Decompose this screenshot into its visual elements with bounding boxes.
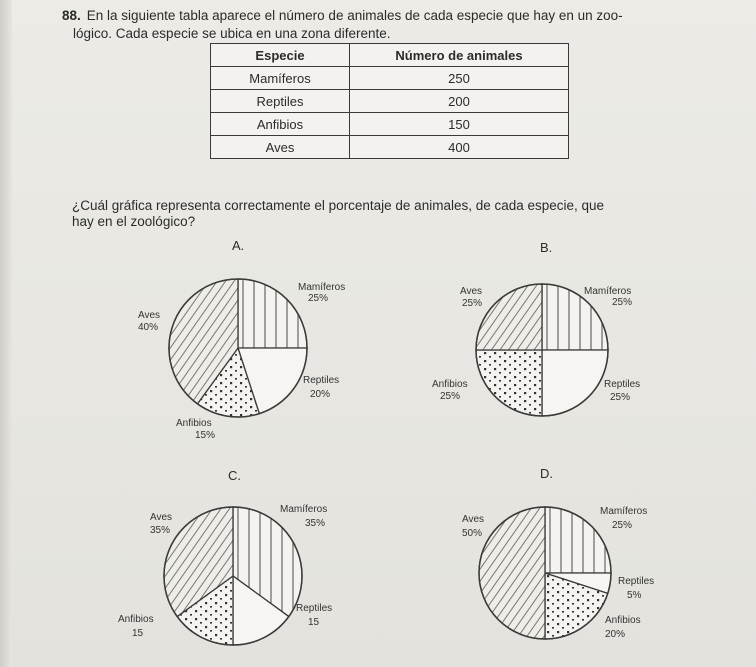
table-row bbox=[211, 90, 569, 113]
table-cell-species: Reptiles bbox=[211, 90, 350, 113]
pie-c-label-reptiles: Reptiles bbox=[296, 603, 333, 614]
problem-number: 88. bbox=[62, 8, 81, 23]
question-line2: hay en el zoológico? bbox=[72, 214, 196, 229]
pie-d-labels bbox=[440, 498, 700, 648]
page-binding-edge bbox=[0, 0, 12, 667]
pie-c-pct-reptiles: 15 bbox=[308, 617, 320, 628]
option-b-label[interactable]: B. bbox=[540, 240, 553, 255]
pie-b-labels bbox=[420, 275, 680, 415]
pie-d-label-mamiferos: Mamíferos bbox=[600, 506, 648, 517]
pie-a-label-reptiles: Reptiles bbox=[303, 375, 340, 386]
table-cell-count: 400 bbox=[350, 136, 569, 159]
pie-c-pct-anfibios: 15 bbox=[132, 628, 144, 639]
animals-table bbox=[210, 43, 569, 159]
table-cell-species: Anfibios bbox=[211, 113, 350, 136]
pie-d-pct-mamiferos: 25% bbox=[612, 520, 633, 531]
table-header-row bbox=[211, 44, 569, 67]
problem-text-line2: lógico. Cada especie se ubica en una zona diferente. bbox=[73, 26, 391, 41]
pie-c-pct-aves: 35% bbox=[150, 525, 171, 536]
pie-d-pct-anfibios: 20% bbox=[605, 629, 626, 640]
pie-a-pct-reptiles: 20% bbox=[310, 389, 331, 400]
pie-d-label-anfibios: Anfibios bbox=[605, 615, 641, 626]
pie-b-pct-reptiles: 25% bbox=[610, 392, 631, 403]
pie-b-label-reptiles: Reptiles bbox=[604, 379, 641, 390]
table-header-species: Especie bbox=[211, 44, 350, 67]
question-text bbox=[72, 198, 752, 230]
pie-c-label-mamiferos: Mamíferos bbox=[280, 504, 328, 515]
problem-text-line1: En la siguiente tabla aparece el número de animales de cada especie que hay en un zoo- bbox=[86, 8, 623, 23]
pie-c-pct-mamiferos: 35% bbox=[305, 518, 326, 529]
pie-b-pct-mamiferos: 25% bbox=[612, 297, 633, 308]
table-row bbox=[211, 113, 569, 136]
pie-a-label-aves: Aves bbox=[138, 310, 161, 321]
table-cell-count: 250 bbox=[350, 67, 569, 90]
table-cell-count: 150 bbox=[350, 113, 569, 136]
pie-b-label-aves: Aves bbox=[460, 286, 483, 297]
pie-c-label-aves: Aves bbox=[150, 512, 173, 523]
question-line1: ¿Cuál gráfica representa correctamente el porcentaje de animales, de cada especie, que bbox=[72, 198, 605, 213]
table-row bbox=[211, 136, 569, 159]
table-row bbox=[211, 67, 569, 90]
pie-c-label-anfibios: Anfibios bbox=[118, 614, 154, 625]
pie-a-labels bbox=[100, 270, 400, 450]
pie-b-label-mamiferos: Mamíferos bbox=[584, 286, 632, 297]
option-d-label[interactable]: D. bbox=[540, 466, 553, 481]
problem-statement bbox=[62, 8, 742, 24]
pie-b-pct-aves: 25% bbox=[462, 298, 483, 309]
pie-b-label-anfibios: Anfibios bbox=[432, 379, 468, 390]
pie-d-label-aves: Aves bbox=[462, 514, 485, 525]
pie-d-label-reptiles: Reptiles bbox=[618, 576, 655, 587]
pie-d-pct-aves: 50% bbox=[462, 528, 483, 539]
option-c-label[interactable]: C. bbox=[228, 468, 241, 483]
pie-a-pct-anfibios: 15% bbox=[195, 430, 216, 441]
table-cell-species: Mamíferos bbox=[211, 67, 350, 90]
pie-b-pct-anfibios: 25% bbox=[440, 391, 461, 402]
pie-a-pct-aves: 40% bbox=[138, 322, 159, 333]
table-cell-count: 200 bbox=[350, 90, 569, 113]
pie-a-pct-mamiferos: 25% bbox=[308, 293, 329, 304]
pie-d-pct-reptiles: 5% bbox=[627, 590, 642, 601]
table-header-count: Número de animales bbox=[350, 44, 569, 67]
pie-a-label-mamiferos: Mamíferos bbox=[298, 282, 346, 293]
option-a-label[interactable]: A. bbox=[232, 238, 245, 253]
pie-a-label-anfibios: Anfibios bbox=[176, 418, 212, 429]
table-cell-species: Aves bbox=[211, 136, 350, 159]
pie-c-labels bbox=[110, 498, 370, 648]
